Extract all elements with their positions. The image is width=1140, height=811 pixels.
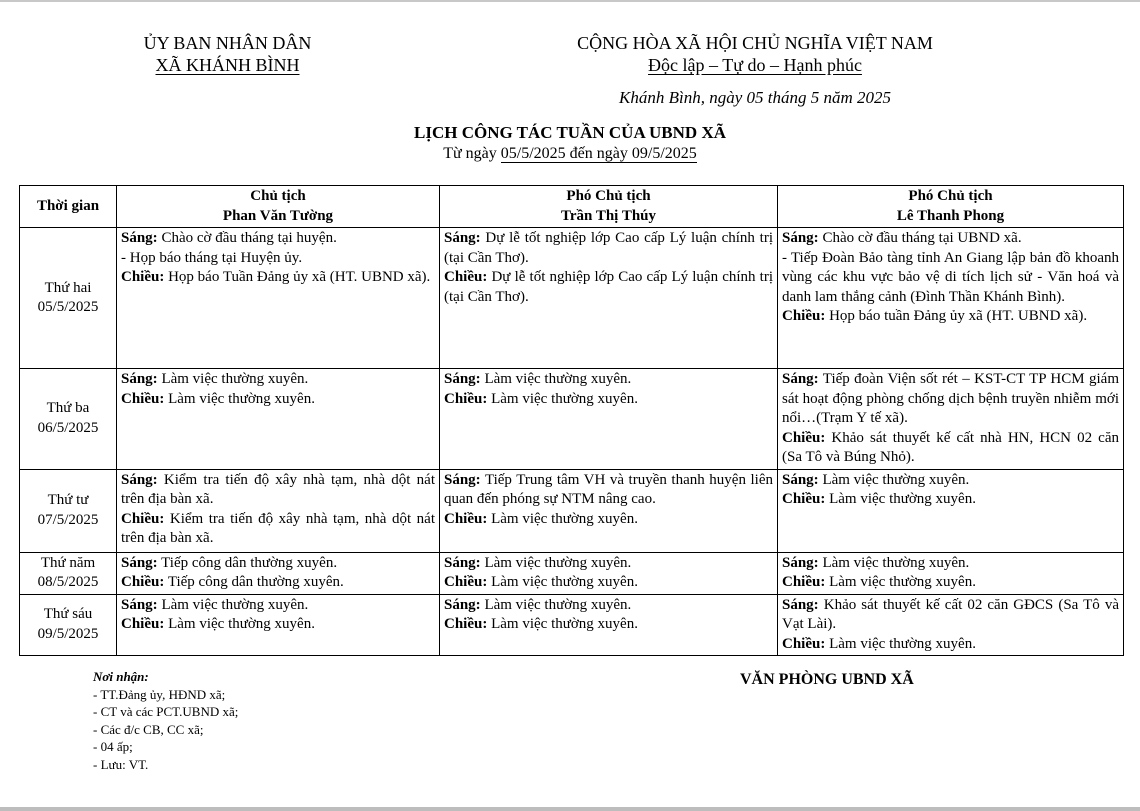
- afternoon-label: Chiều:: [782, 429, 826, 446]
- morning-entry: [444, 471, 773, 510]
- morning-entry: [782, 370, 1119, 429]
- recipient-item: - Lưu: VT.: [93, 756, 149, 772]
- morning-label: Sáng:: [444, 371, 481, 387]
- vice-1-cell: [440, 369, 778, 470]
- afternoon-entry: [121, 573, 435, 593]
- chairman-cell: [117, 369, 440, 470]
- recipient-item: - CT và các PCT.UBND xã;: [93, 704, 239, 719]
- office-signature: VĂN PHÒNG UBND XÃ: [740, 671, 914, 688]
- afternoon-label: Chiều:: [782, 574, 826, 590]
- morning-label: Sáng:: [782, 371, 819, 387]
- morning-entry: [444, 596, 773, 616]
- morning-entry: [782, 596, 1119, 635]
- extra-entry: - Tiếp Đoàn Bảo tàng tỉnh An Giang lập bản đồ khoanh vùng các khu vực bảo vệ di tích lịch sử - Văn hoá và danh lam thắng cảnh (Đình Thần Khánh Bình).: [782, 249, 1119, 305]
- recipient-item: - Các đ/c CB, CC xã;: [93, 721, 204, 737]
- afternoon-text: Dự lễ tốt nghiệp lớp Cao cấp Lý luận chính trị (tại Cần Thơ).: [444, 269, 773, 305]
- recipients-block: [93, 668, 238, 773]
- afternoon-label: Chiều:: [782, 308, 826, 324]
- afternoon-text: Làm việc thường xuyên.: [825, 574, 976, 590]
- day-date: 06/5/2025: [37, 419, 99, 436]
- morning-label: Sáng:: [121, 230, 158, 246]
- vice-1-cell: [440, 594, 778, 656]
- afternoon-text: Làm việc thường xuyên.: [164, 390, 315, 407]
- table-row: [20, 594, 1124, 656]
- table-row: [20, 369, 1124, 470]
- subtitle-prefix: Từ ngày: [443, 145, 501, 162]
- morning-text: Làm việc thường xuyên.: [818, 554, 970, 571]
- morning-label: Sáng:: [121, 371, 158, 387]
- chairman-cell: [117, 228, 440, 369]
- morning-label: Sáng:: [782, 471, 819, 488]
- morning-label: Sáng:: [782, 554, 819, 571]
- afternoon-text: Làm việc thường xuyên.: [487, 616, 638, 632]
- afternoon-label: Chiều:: [444, 574, 488, 590]
- morning-entry: [444, 229, 773, 268]
- header-vice-2-role: Phó Chủ tịch: [908, 188, 993, 204]
- morning-text: Làm việc thường xuyên.: [818, 471, 970, 488]
- chairman-cell: [117, 469, 440, 552]
- place-date: Khánh Bình, ngày 05 tháng 5 năm 2025: [619, 88, 891, 107]
- morning-label: Sáng:: [782, 596, 819, 613]
- national-motto: Độc lập – Tự do – Hạnh phúc: [648, 55, 862, 75]
- chairman-cell: [117, 594, 440, 656]
- afternoon-entry: [782, 429, 1119, 468]
- issuer-line-2: [100, 54, 355, 76]
- header-vice-1-name: Trần Thị Thúy: [560, 207, 657, 224]
- vice-2-cell: [778, 469, 1124, 552]
- page-top-border: [0, 0, 1140, 2]
- weekly-schedule-table: [19, 185, 1124, 656]
- morning-text: Khảo sát thuyết kế cất 02 căn GĐCS (Sa Tô và Vạt Lài).: [782, 596, 1119, 632]
- header-chairman-role: Chủ tịch: [250, 188, 306, 204]
- afternoon-text: Làm việc thường xuyên.: [487, 510, 638, 527]
- document-subtitle: [0, 145, 1140, 163]
- vice-1-cell: [440, 469, 778, 552]
- afternoon-entry: [782, 490, 1119, 510]
- morning-text: Làm việc thường xuyên.: [157, 596, 309, 613]
- vice-2-cell: [778, 369, 1124, 470]
- table-row: [20, 552, 1124, 594]
- chairman-cell: [117, 552, 440, 594]
- afternoon-label: Chiều:: [444, 510, 488, 527]
- morning-text: Tiếp Trung tâm VH và truyền thanh huyện liên quan đến phóng sự NTM nâng cao.: [444, 471, 773, 507]
- header-chairman-name: Phan Văn Tường: [222, 207, 334, 224]
- morning-entry: [121, 554, 435, 574]
- issuer-header: [100, 32, 355, 76]
- national-motto-line: [545, 54, 965, 76]
- header-vice-1-role: Phó Chủ tịch: [566, 188, 651, 204]
- afternoon-entry: [444, 615, 773, 635]
- afternoon-entry: [782, 573, 1119, 593]
- document-title: LỊCH CÔNG TÁC TUẦN CỦA UBND XÃ: [413, 123, 727, 142]
- national-title: CỘNG HÒA XÃ HỘI CHỦ NGHĨA VIỆT NAM: [577, 33, 933, 53]
- morning-label: Sáng:: [121, 554, 158, 571]
- morning-text: Dự lễ tốt nghiệp lớp Cao cấp Lý luận chính trị (tại Cần Thơ).: [444, 230, 773, 266]
- morning-label: Sáng:: [121, 471, 158, 488]
- afternoon-text: Khảo sát thuyết kế cất nhà HN, HCN 02 căn (Sa Tô và Búng Nhỏ).: [782, 429, 1119, 465]
- day-cell: [20, 594, 117, 656]
- afternoon-text: Làm việc thường xuyên.: [487, 390, 638, 407]
- issuer-line-1: ỦY BAN NHÂN DÂN: [143, 33, 312, 53]
- afternoon-label: Chiều:: [444, 269, 488, 285]
- morning-entry: [782, 554, 1119, 574]
- table-header-row: [20, 186, 1124, 228]
- day-cell: [20, 369, 117, 470]
- morning-label: Sáng:: [782, 230, 819, 246]
- day-date: 09/5/2025: [37, 625, 99, 642]
- afternoon-text: Họp báo tuần Đảng ủy xã (HT. UBND xã).: [825, 308, 1088, 324]
- morning-label: Sáng:: [121, 596, 158, 613]
- afternoon-text: Họp báo Tuần Đảng ủy xã (HT. UBND xã).: [164, 269, 431, 285]
- afternoon-label: Chiều:: [121, 574, 165, 590]
- day-cell: [20, 552, 117, 594]
- day-date: 08/5/2025: [37, 574, 99, 590]
- day-cell: [20, 469, 117, 552]
- morning-text: Tiếp công dân thường xuyên.: [157, 554, 338, 571]
- recipients-title: Nơi nhận:: [93, 669, 149, 684]
- afternoon-entry: [782, 307, 1119, 327]
- page-bottom-border: [0, 807, 1140, 811]
- morning-label: Sáng:: [444, 471, 481, 488]
- morning-text: Chào cờ đầu tháng tại huyện.: [157, 230, 337, 246]
- extra-entry: - Họp báo tháng tại Huyện ủy.: [121, 249, 303, 266]
- afternoon-text: Làm việc thường xuyên.: [825, 635, 976, 652]
- afternoon-label: Chiều:: [782, 635, 826, 652]
- morning-label: Sáng:: [444, 596, 481, 613]
- afternoon-label: Chiều:: [121, 269, 165, 285]
- morning-entry: [444, 554, 773, 574]
- afternoon-text: Tiếp công dân thường xuyên.: [164, 574, 344, 590]
- header-vice-chairman-2: [778, 186, 1124, 228]
- morning-text: Làm việc thường xuyên.: [157, 371, 309, 387]
- day-date: 05/5/2025: [37, 299, 99, 315]
- header-chairman: [117, 186, 440, 228]
- afternoon-entry: [444, 573, 773, 593]
- afternoon-label: Chiều:: [444, 390, 488, 407]
- afternoon-entry: [121, 510, 435, 549]
- afternoon-entry: [121, 268, 435, 288]
- afternoon-text: Kiểm tra tiến độ xây nhà tạm, nhà dột nát trên địa bàn xã.: [121, 510, 435, 546]
- afternoon-label: Chiều:: [782, 491, 826, 507]
- morning-text: Làm việc thường xuyên.: [480, 554, 632, 571]
- morning-entry: [121, 596, 435, 616]
- vice-2-cell: [778, 228, 1124, 369]
- morning-text: Làm việc thường xuyên.: [480, 371, 632, 387]
- issuer-name: XÃ KHÁNH BÌNH: [155, 55, 300, 75]
- morning-text: Làm việc thường xuyên.: [480, 596, 632, 613]
- afternoon-label: Chiều:: [121, 390, 165, 407]
- table-row: [20, 469, 1124, 552]
- recipient-item: - 04 ấp;: [93, 739, 133, 754]
- national-header: [545, 32, 965, 76]
- day-name: Thứ hai: [44, 279, 92, 296]
- header-vice-chairman-1: [440, 186, 778, 228]
- afternoon-label: Chiều:: [444, 616, 488, 632]
- afternoon-entry: [782, 635, 1119, 655]
- morning-text: Chào cờ đầu tháng tại UBND xã.: [818, 230, 1022, 246]
- day-name: Thứ ba: [46, 400, 90, 417]
- morning-entry: [121, 370, 435, 390]
- morning-entry: [121, 471, 435, 510]
- morning-label: Sáng:: [444, 554, 481, 571]
- afternoon-text: Làm việc thường xuyên.: [164, 616, 315, 632]
- header-time: Thời gian: [20, 186, 117, 228]
- table-row: [20, 228, 1124, 369]
- morning-entry: [121, 229, 435, 249]
- vice-1-cell: [440, 552, 778, 594]
- day-date: 07/5/2025: [37, 511, 99, 528]
- afternoon-entry: [444, 268, 773, 307]
- morning-text: Tiếp đoàn Viện sốt rét – KST-CT TP HCM giám sát hoạt động phòng chống dịch bệnh truyền nhiễm mới nổi…(Trạm Y tế xã).: [782, 371, 1119, 426]
- vice-1-cell: [440, 228, 778, 369]
- morning-entry: [782, 229, 1119, 249]
- afternoon-label: Chiều:: [121, 616, 165, 632]
- subtitle-date-range: 05/5/2025 đến ngày 09/5/2025: [500, 145, 697, 162]
- afternoon-entry: [121, 390, 435, 410]
- vice-2-cell: [778, 552, 1124, 594]
- afternoon-entry: [444, 510, 773, 530]
- vice-2-cell: [778, 594, 1124, 656]
- morning-text: Kiểm tra tiến độ xây nhà tạm, nhà dột nát trên địa bàn xã.: [121, 471, 435, 507]
- day-name: Thứ sáu: [43, 606, 93, 623]
- afternoon-label: Chiều:: [121, 510, 165, 527]
- afternoon-text: Làm việc thường xuyên.: [487, 574, 638, 590]
- afternoon-text: Làm việc thường xuyên.: [825, 491, 976, 507]
- afternoon-entry: [121, 615, 435, 635]
- header-vice-2-name: Lê Thanh Phong: [896, 207, 1005, 224]
- morning-entry: [782, 471, 1119, 491]
- day-name: Thứ năm: [40, 554, 96, 571]
- afternoon-entry: [444, 390, 773, 410]
- day-cell: [20, 228, 117, 369]
- day-name: Thứ tư: [47, 492, 89, 508]
- morning-entry: [444, 370, 773, 390]
- morning-label: Sáng:: [444, 230, 481, 246]
- recipient-item: - TT.Đảng ủy, HĐND xã;: [93, 686, 226, 702]
